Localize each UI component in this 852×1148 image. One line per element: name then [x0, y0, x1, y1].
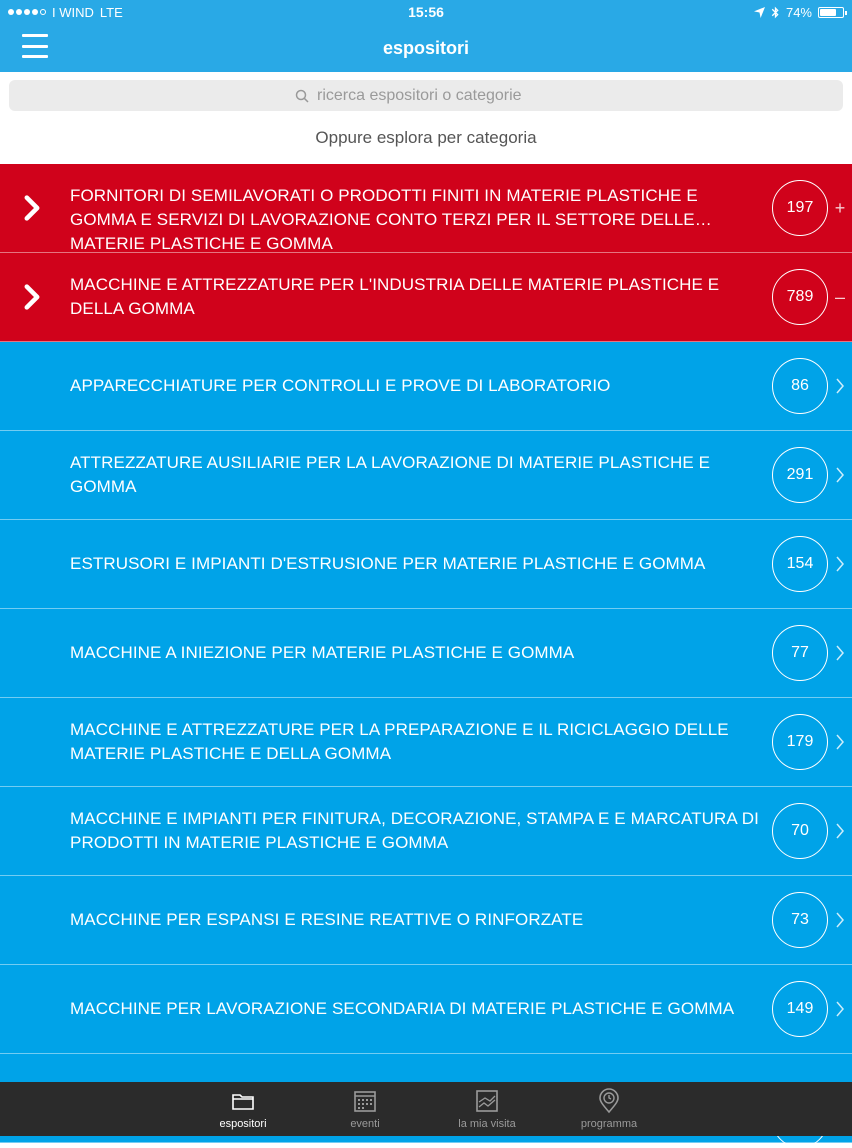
- disclosure-chevron-icon[interactable]: [828, 912, 852, 928]
- category-row[interactable]: [0, 431, 852, 520]
- category-count-badge: 789: [772, 269, 828, 325]
- disclosure-chevron-icon[interactable]: [828, 556, 852, 572]
- row-lead: [0, 965, 70, 1053]
- status-left: [8, 5, 123, 20]
- category-label: MACCHINE E IMPIANTI PER FINITURA, DECORAZIONE, STAMPA E E MARCATURA DI PRODOTTI IN MATERIE PLASTICHE E GOMMA: [70, 809, 759, 852]
- category-label: APPARECCHIATURE PER CONTROLLI E PROVE DI LABORATORIO: [70, 376, 611, 395]
- row-lead: [0, 787, 70, 875]
- map-icon: [474, 1088, 500, 1114]
- disclosure-chevron-icon[interactable]: [828, 1001, 852, 1017]
- category-row[interactable]: [0, 520, 852, 609]
- category-label: ESTRUSORI E IMPIANTI D'ESTRUSIONE PER MATERIE PLASTICHE E GOMMA: [70, 554, 706, 573]
- search-icon: [295, 89, 309, 103]
- explore-label: Oppure esplora per categoria: [315, 128, 537, 147]
- chevron-right-icon: [21, 195, 43, 221]
- category-list: [0, 164, 852, 1082]
- status-time: 15:56: [408, 4, 444, 20]
- category-row[interactable]: [0, 342, 852, 431]
- category-count-badge: 197: [772, 180, 828, 236]
- clock-pin-icon: [596, 1088, 622, 1114]
- tab-espositori[interactable]: [182, 1082, 304, 1136]
- category-count-badge: 77: [772, 625, 828, 681]
- row-lead: [0, 698, 70, 786]
- category-count-badge: 86: [772, 358, 828, 414]
- row-lead: [0, 609, 70, 697]
- category-label: MACCHINE A INIEZIONE PER MATERIE PLASTICHE E GOMMA: [70, 643, 575, 662]
- network-label: LTE: [99, 4, 123, 20]
- row-lead: [0, 876, 70, 964]
- tab-label: eventi: [350, 1118, 380, 1130]
- disclosure-chevron-icon[interactable]: [828, 823, 852, 839]
- category-count-badge: 179: [772, 714, 828, 770]
- category-count-badge: 154: [772, 536, 828, 592]
- tab-la-mia-visita[interactable]: [426, 1082, 548, 1136]
- row-lead: [0, 431, 70, 519]
- disclosure-chevron-icon[interactable]: [828, 645, 852, 661]
- row-lead: [0, 164, 70, 252]
- search-input[interactable]: [317, 87, 557, 105]
- hamburger-menu-icon[interactable]: [22, 34, 48, 58]
- location-arrow-icon: [754, 7, 765, 18]
- carrier-label: I WIND: [52, 4, 94, 20]
- category-row[interactable]: [0, 609, 852, 698]
- row-lead: [0, 520, 70, 608]
- disclosure-chevron-icon[interactable]: [828, 467, 852, 483]
- category-row[interactable]: [0, 965, 852, 1054]
- tab-bar: [0, 1082, 852, 1136]
- chevron-right-icon: [21, 284, 43, 310]
- tab-label: espositori: [219, 1118, 267, 1130]
- disclosure-chevron-icon[interactable]: [828, 734, 852, 750]
- category-row[interactable]: [0, 787, 852, 876]
- category-row[interactable]: [0, 253, 852, 342]
- category-row[interactable]: [0, 164, 852, 253]
- category-label: MACCHINE E ATTREZZATURE PER L'INDUSTRIA DELLE MATERIE PLASTICHE E DELLA GOMMA: [70, 275, 720, 318]
- row-lead: [0, 253, 70, 341]
- category-label: ATTREZZATURE AUSILIARIE PER LA LAVORAZIONE DI MATERIE PLASTICHE E GOMMA: [70, 453, 711, 496]
- battery-icon: [818, 7, 844, 18]
- category-count-badge: 73: [772, 892, 828, 948]
- category-count-badge: 291: [772, 447, 828, 503]
- category-label: MACCHINE PER ESPANSI E RESINE REATTIVE O RINFORZATE: [70, 910, 584, 929]
- bluetooth-icon: [771, 6, 780, 19]
- collapse-icon[interactable]: –: [834, 286, 845, 307]
- tab-label: la mia visita: [458, 1118, 516, 1130]
- category-row[interactable]: [0, 876, 852, 965]
- signal-icon: [8, 9, 46, 15]
- category-label: MACCHINE PER LAVORAZIONE SECONDARIA DI MATERIE PLASTICHE E GOMMA: [70, 999, 735, 1018]
- category-row[interactable]: [0, 698, 852, 787]
- tab-label: programma: [580, 1118, 638, 1130]
- page-title: espositori: [382, 37, 470, 58]
- category-count-badge: 149: [772, 981, 828, 1037]
- expand-icon[interactable]: +: [834, 197, 846, 218]
- battery-percent: 74%: [785, 4, 812, 20]
- calendar-icon: [352, 1088, 378, 1114]
- tab-programma[interactable]: [548, 1082, 670, 1136]
- status-bar: [0, 0, 852, 24]
- disclosure-chevron-icon[interactable]: [828, 378, 852, 394]
- category-label: MACCHINE E ATTREZZATURE PER LA PREPARAZIONE E IL RICICLAGGIO DELLE MATERIE PLASTICHE E DELLA GOMMA: [70, 720, 729, 763]
- folder-icon: [230, 1088, 256, 1114]
- category-label: FORNITORI DI SEMILAVORATI O PRODOTTI FINITI IN MATERIE PLASTICHE E GOMMA E SERVIZI DI LAVORAZIONE CONTO TERZI PER IL SETTORE DELLE MATERIE PLASTICHE E GOMMA: [70, 186, 698, 253]
- category-count-badge: 70: [772, 803, 828, 859]
- tab-eventi[interactable]: [304, 1082, 426, 1136]
- search-bar[interactable]: [9, 80, 843, 111]
- row-lead: [0, 342, 70, 430]
- nav-bar: [0, 24, 852, 72]
- status-right: [754, 5, 844, 20]
